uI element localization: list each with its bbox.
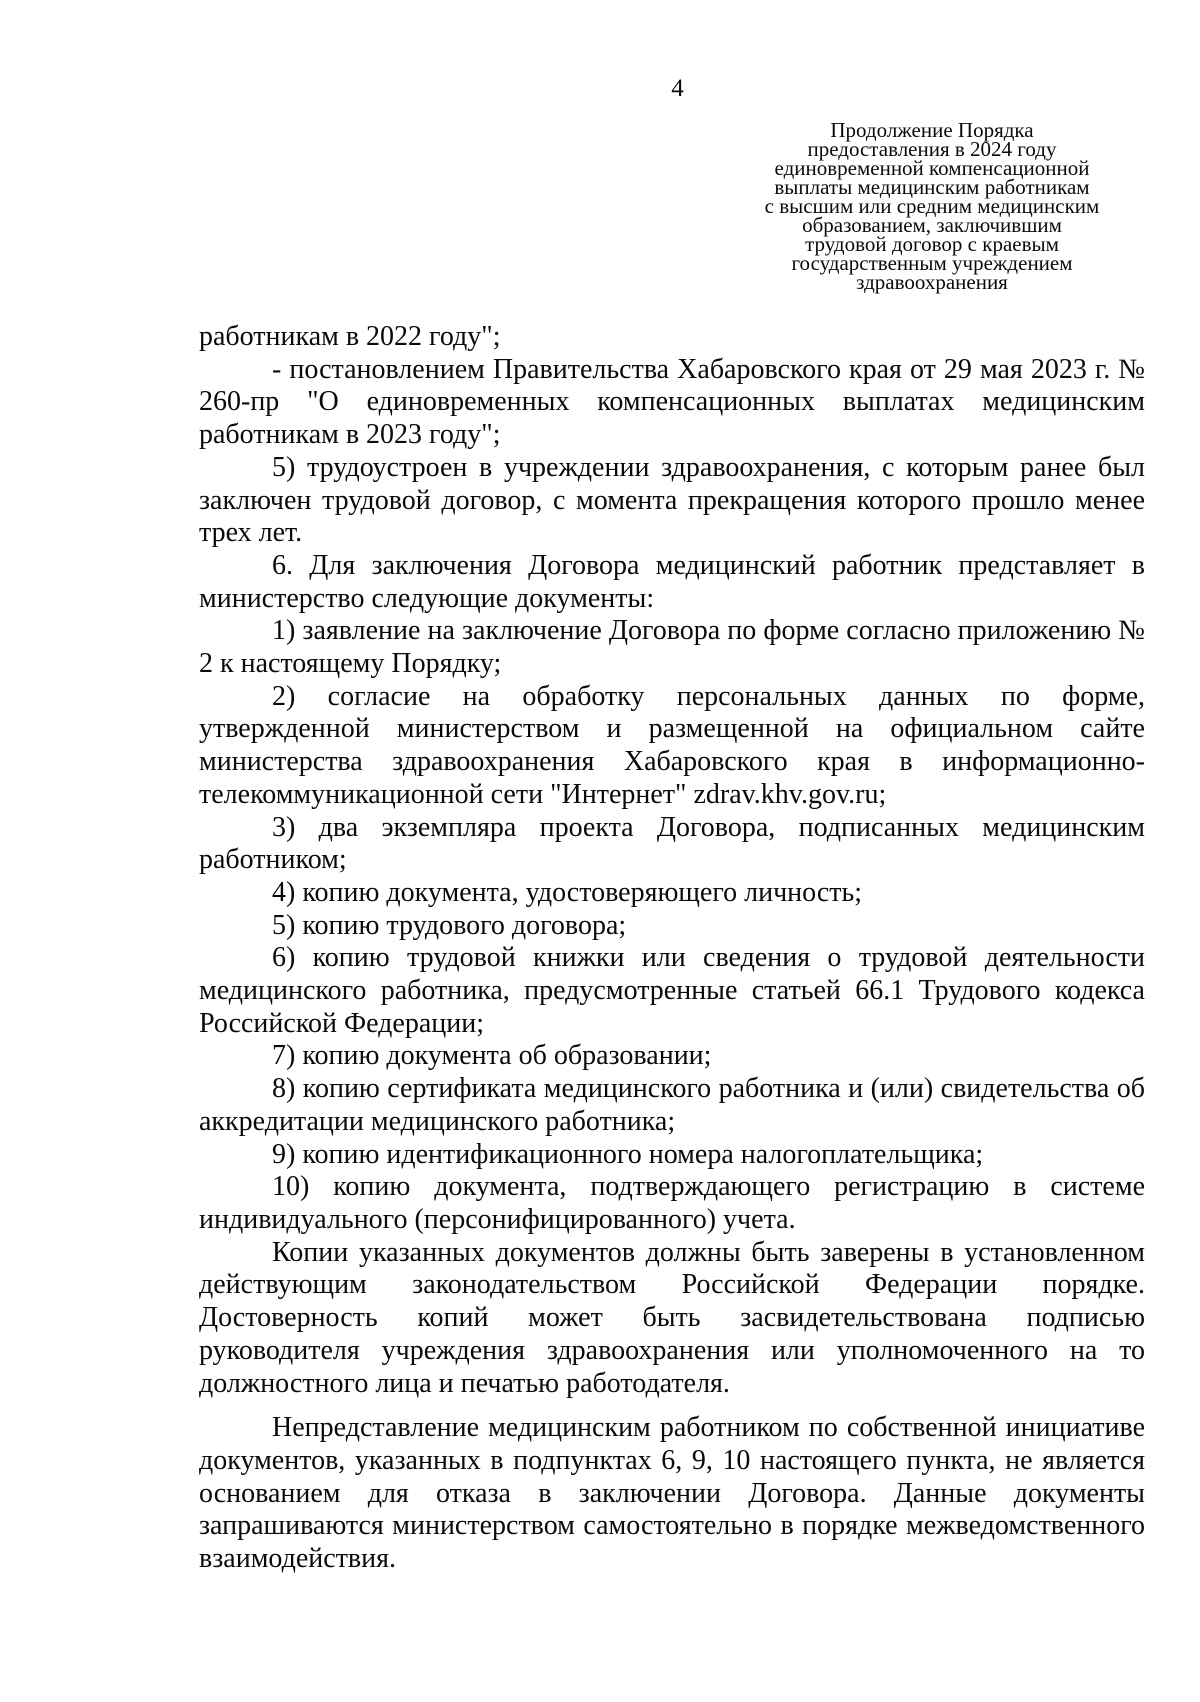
header-line: государственным учреждением	[791, 251, 1073, 275]
header-line: здравоохранения	[856, 270, 1008, 294]
page-number: 4	[671, 75, 684, 102]
list-item: 4) копию документа, удостоверяющего личность;	[272, 876, 863, 908]
paragraph: Непредставление медицинским работником по собственной инициативе документов, указанных в подпунктах 6, 9, 10 настоящего пункта, не является основанием для отказа в заключении Договора. Данные документы запрашиваются министерством самостоятельно в порядке межведомственного взаимодействия.	[199, 1412, 1145, 1575]
header-line: выплаты медицинским работникам	[774, 175, 1090, 199]
list-item: 6) копию трудовой книжки или сведения о трудовой деятельности медицинского работника, предусмотренные статьей 66.1 Трудового кодекса Российской Федерации;	[199, 942, 1145, 1039]
header-line: с высшим или средним медицинским	[764, 194, 1100, 218]
list-item: 1) заявление на заключение Договора по форме согласно приложению № 2 к настоящему Порядку;	[199, 615, 1145, 680]
header-line: единовременной компенсационной	[774, 156, 1090, 180]
header-line: образованием, заключившим	[802, 213, 1062, 237]
list-item: 2) согласие на обработку персональных данных по форме, утвержденной министерством и размещенной на официальном сайте министерства здравоохранения Хабаровского края в информационно-телекоммуникационной сети "Интернет" zdrav.khv.gov.ru;	[199, 680, 1145, 810]
list-item: 3) два экземпляра проекта Договора, подписанных медицинским работником;	[199, 811, 1145, 876]
header-line: трудовой договор с краевым	[805, 232, 1059, 256]
list-item: 8) копию сертификата медицинского работника и (или) свидетельства об аккредитации медицинского работника;	[199, 1073, 1145, 1137]
document-body	[199, 321, 1145, 1576]
paragraph: - постановлением Правительства Хабаровского края от 29 мая 2023 г. № 260-пр "О единовременных компенсационных выплатах медицинским работникам в 2023 году";	[199, 353, 1145, 451]
list-item: 7) копию документа об образовании;	[272, 1040, 712, 1072]
list-item: 5) копию трудового договора;	[272, 909, 627, 941]
header-line: предоставления в 2024 году	[807, 137, 1057, 161]
paragraph: работникам в 2022 году";	[199, 321, 501, 352]
list-item: 9) копию идентификационного номера налогоплательщика;	[272, 1138, 984, 1170]
list-item: 10) копию документа, подтверждающего регистрацию в системе индивидуального (персонифицированного) учета.	[199, 1171, 1145, 1235]
paragraph: 6. Для заключения Договора медицинский работник представляет в министерство следующие документы:	[199, 549, 1145, 614]
document-header	[735, 118, 1129, 294]
header-line: Продолжение Порядка	[830, 118, 1034, 142]
paragraph: Копии указанных документов должны быть заверены в установленном действующим законодательством Российской Федерации порядке. Достоверность копий может быть засвидетельствована подписью руководителя учреждения здравоохранения или уполномоченного на то должностного лица и печатью работодателя.	[199, 1236, 1145, 1399]
paragraph: 5) трудоустроен в учреждении здравоохранения, с которым ранее был заключен трудовой договор, с момента прекращения которого прошло менее трех лет.	[199, 451, 1145, 549]
